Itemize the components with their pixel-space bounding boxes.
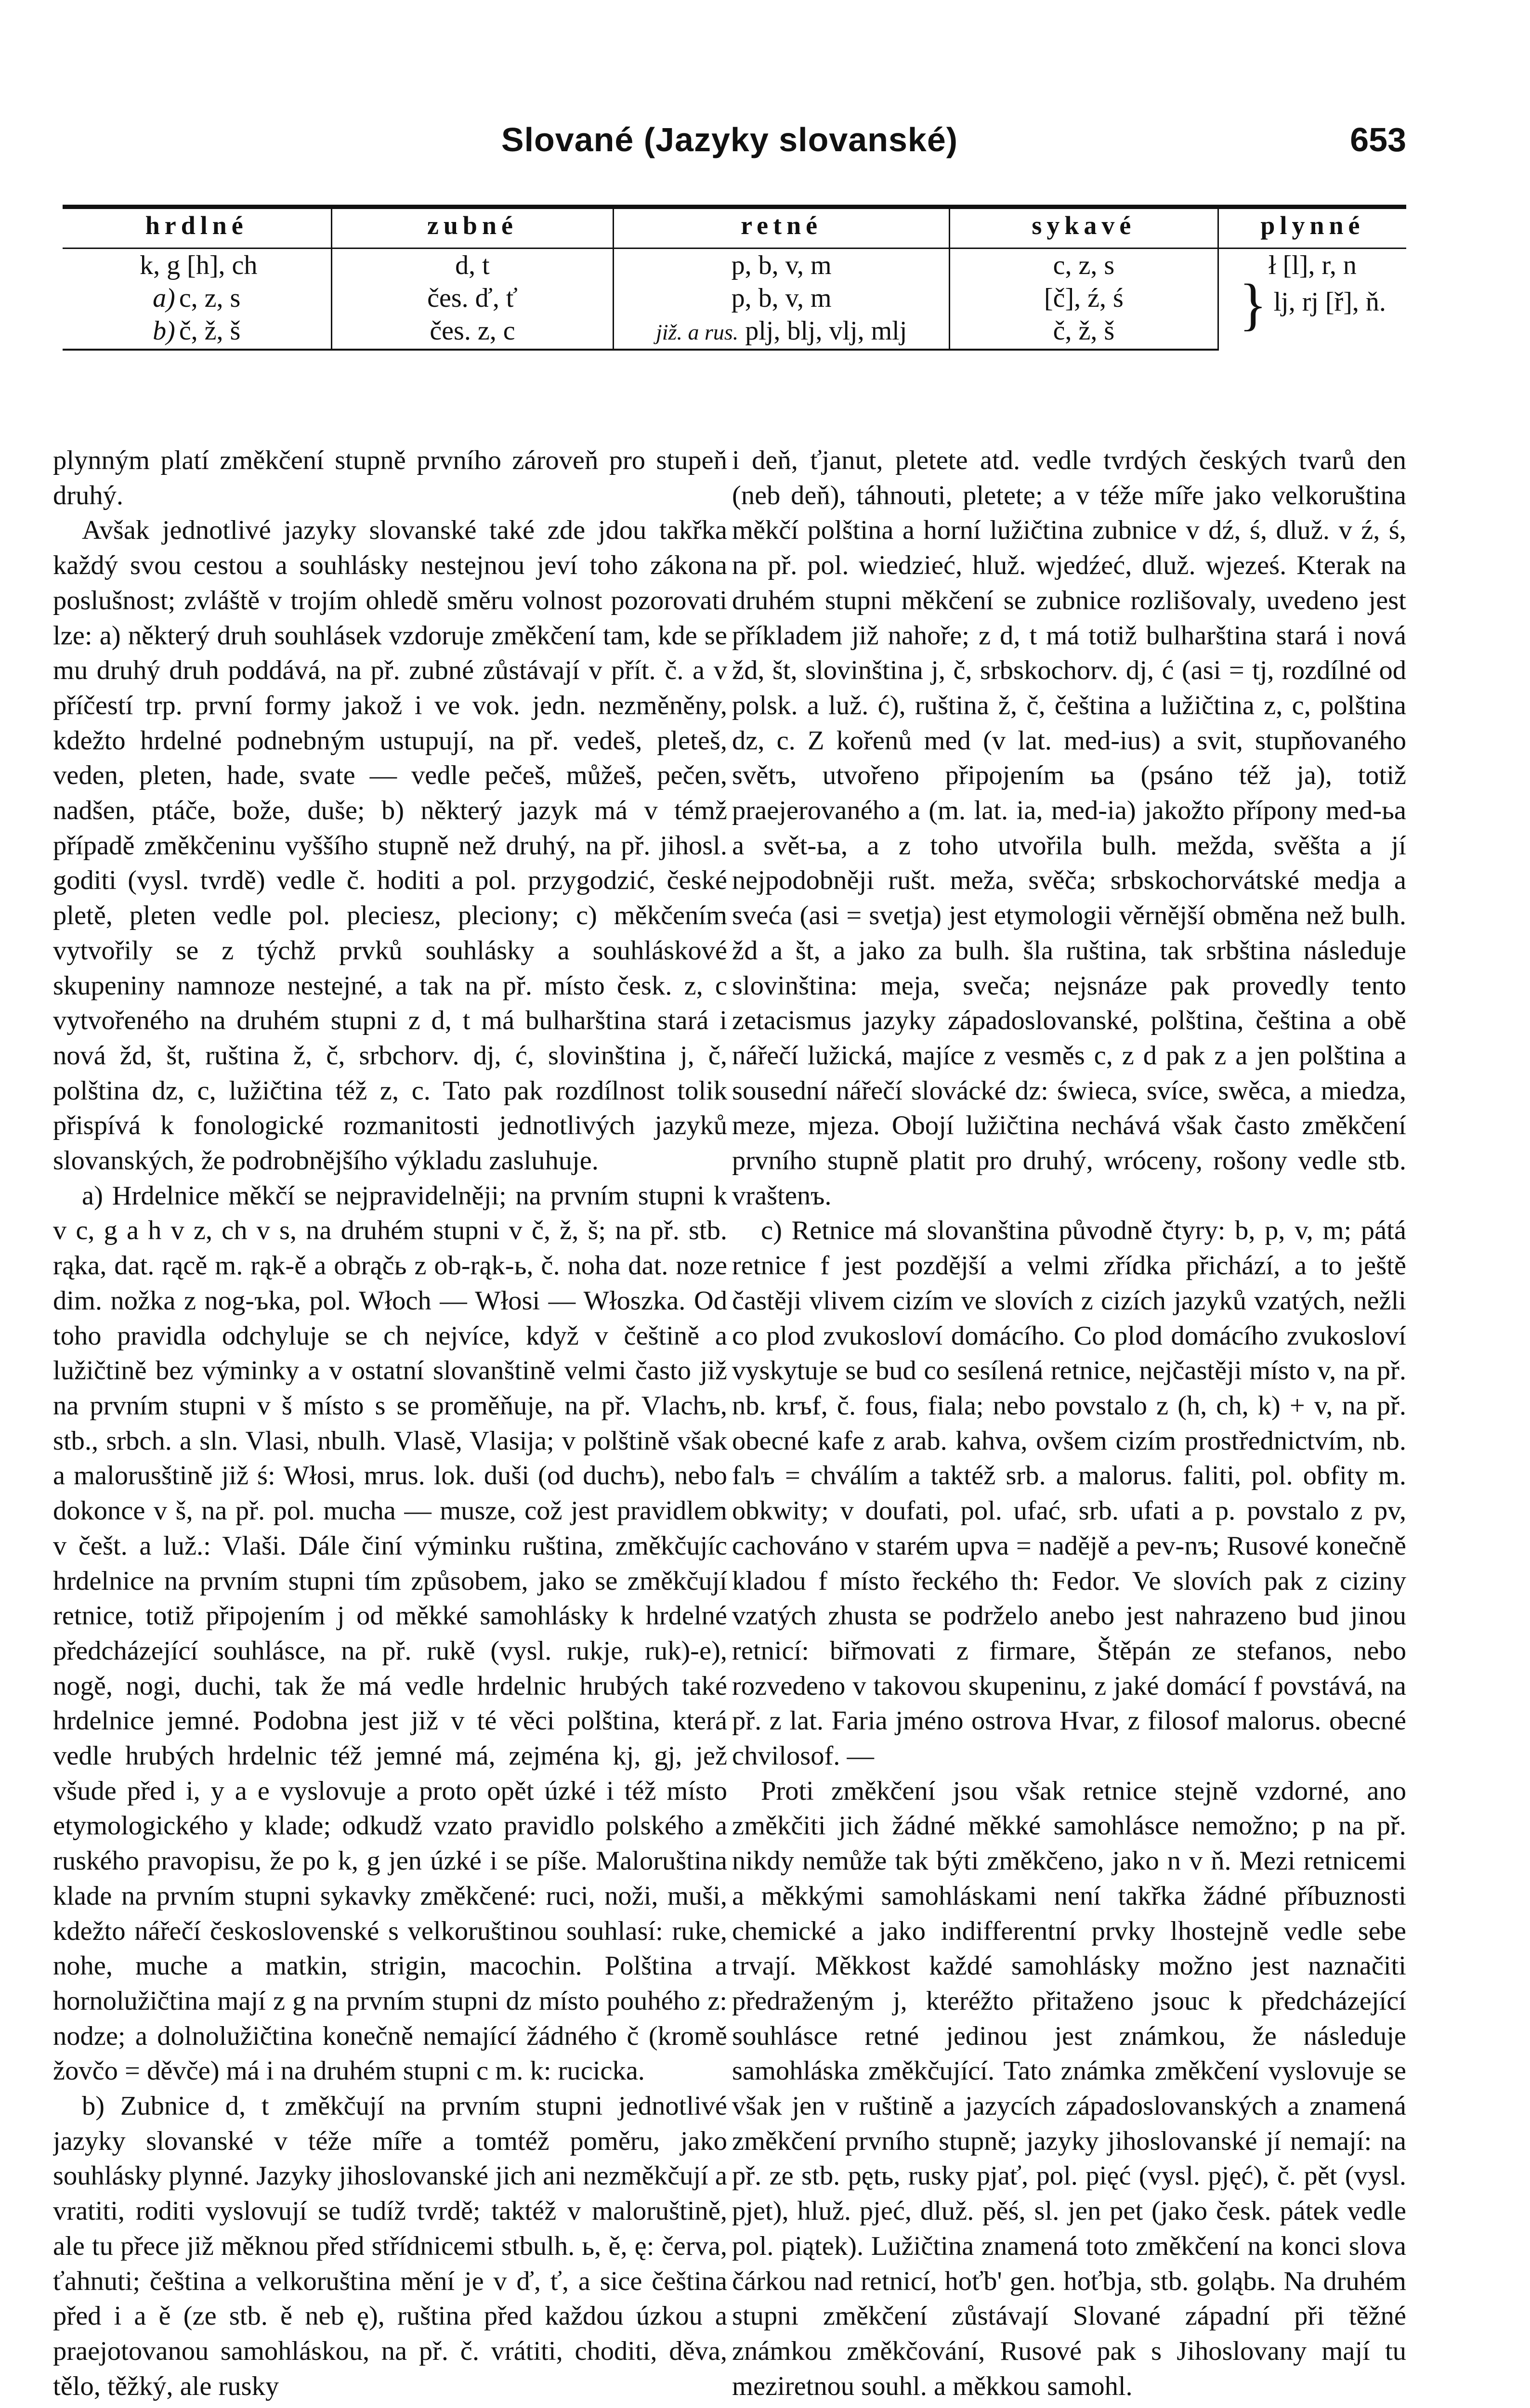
cell-text: plj, blj, vlj, mlj [745, 316, 907, 346]
table-cell: čes. ď, ť [331, 282, 614, 314]
page-title: Slované (Jazyky slovanské) [501, 121, 958, 158]
table-row [63, 249, 1406, 282]
table-cell: p, b, v, m [614, 249, 950, 282]
table-cell: čes. z, c [331, 314, 614, 350]
column-header: retné [614, 207, 950, 249]
table-cell: c, z, s [949, 249, 1218, 282]
paragraph: Avšak jednotlivé jazyky slovanské také zde jdou takřka každý svou cestou a souhlásky nestejnou jeví toho zákona poslušnost; zvláště v trojím ohledě směru volnost pozorovati lze: a) některý druh souhlásek vzdoruje změkčení tam, kde se mu druhý druh poddává, na př. zubné zůstávají v přít. č. a v příčestí trp. první formy jakož i ve vok. jedn. nezměněny, kdežto hrdelné podnebným ustupují, na př. vedeš, pleteš, veden, pleten, hade, svate — vedle pečeš, můžeš, pečen, nadšen, ptáče, bože, duše; b) některý jazyk má v témž případě změkčeninu vyššího stupně než druhý, na př. jihosl. goditi (vysl. tvrdě) vedle č. hoditi a pol. przygodzić, české pletě, pleten vedle pol. pleciesz, pleciony; c) měkčením vytvořily se z týchž prvků souhlásky a souhláskové skupeniny namnoze nestejné, a tak na př. místo česk. z, c vytvořeného na druhém stupni z d, t má bulharština stará i nová žd, št, ruština ž, č, srbchorv. dj, ć, slovinština j, č, polština dz, c, lužičtina též z, c. Tato pak rozdílnost tolik přispívá k fonologické rozmanitosti jednotlivých jazyků slovanských, že podrobnějšího výkladu zasluhuje. [53, 515, 727, 1176]
table-cell [63, 249, 331, 282]
table-cell [63, 314, 331, 350]
table-cell: č, ž, š [949, 314, 1218, 350]
table-cell: p, b, v, m [614, 282, 950, 314]
paragraph: i deň, ťjanut, pletete atd. vedle tvrdých českých tvarů den (neb deň), táhnouti, pletete; a v téže míře jako velkoruština měkčí polština a horní lužičtina zubnice v dź, ś, dluž. v ź, ś, na př. pol. wiedzieć, hluž. wjedźeć, dluž. wjeześ. Kterak na druhém stupni měkčení se zubnice rozlišovaly, uvedeno jest příkladem již nahoře; z d, t má totiž bulharština stará i nová žd, št, slovinština j, č, srbskochorv. dj, ć (asi = tj, rozdílné od polsk. a luž. ć), ruština ž, č, čeština a lužičtina z, c, polština dz, c. Z kořenů med (v lat. med-ius) a svit, stupňovaného světъ, utvořeno připojením ьa (psáno též ja), totiž praejerovaného a (m. lat. ia, med-ia) jakožto přípony med-ьa a svět-ьa, a z toho utvořila bulh. mežda, svěšta a jí nejpodobněji rušt. meža, svěča; srbskochorvátské medja a sveća (asi = svetja) jest etymologii věrnější obměna než bulh. žd a št, a jako za bulh. šla ruština, tak srbština následuje slovinština: meja, sveča; nejsnáze pak provedly tento zetacismus jazyky západoslovanské, polština, čeština a obě nářečí lužická, majíce z vesměs c, z d pak z a jen polština a sousední nářečí slovácké dz: świeca, svíce, swěca, a miedza, meze, mjeza. Obojí lužičtina nechává však často změkčení prvního stupně platit pro druhý, wróceny, rošony vedle stb. vraštenъ. [732, 445, 1406, 1211]
brace-glyph: } [1239, 272, 1267, 336]
column-header: sykavé [949, 207, 1218, 249]
page [53, 111, 1406, 2408]
table-cell [614, 314, 950, 350]
page-number: 653 [1350, 121, 1406, 158]
table-cell [63, 282, 331, 314]
column-header: hrdlné [63, 207, 331, 249]
paragraph: Proti změkčení jsou však retnice stejně vzdorné, ano změkčiti jich žádné měkké samohlásce nemožno; p na př. nikdy nemůže tak býti změkčeno, jako n v ň. Mezi retnicemi a měkkými samohláskami není takřka žádné příbuznosti chemické a jako indifferentní prvky lhostejně vedle sebe trvají. Měkkost každé samohlásky možno jest naznačiti předraženým j, kteréžto přitaženo jsouc k předcházející souhlásce retné jedinou jest známkou, že následuje samohláska změkčující. Tato známka změkčení vyslovuje se však jen v ruštině a jazycích západoslovanských a znamená změkčení prvního stupně; jazyky jihoslovanské jí nemají: na př. ze stb. pętь, rusky pjať, pol. pięć (vysl. pjęć), č. pět (vysl. pjet), hluž. pjeć, dluž. pěś, sl. jen pet (jako česk. pátek vedle pol. piątek). Lužičtina znamená toto změkčení na konci slova čárkou nad retnicí, hoťb' gen. hoťbja, stb. goląbь. Na druhém stupni změkčení zůstávají Slované západní při těžné známkou změkčování, Rusové pak s Jihoslovany mají tu meziretnou souhl. a měkkou samohl. [732, 1776, 1406, 2401]
paragraph: plynným platí změkčení stupně prvního zároveň pro stupeň druhý. [53, 445, 727, 510]
table-cell: d, t [331, 249, 614, 282]
sound-table [63, 205, 1406, 351]
table-row [63, 314, 1406, 350]
retne-note: již. a rus. [655, 320, 739, 344]
paragraph: a) Hrdelnice měkčí se nejpravidelněji; na prvním stupni k v c, g a h v z, ch v s, na druhém stupni v č, ž, š; na př. stb. rąka, dat. rącě m. rąk-ě a obrąčь z ob-rąk-ь, č. noha dat. noze dim. nožka z nog-ъka, pol. Włoch — Włosi — Włoszka. Od toho pravidla odchyluje se ch nejvíce, když v češtině a lužičtině bez výminky a v ostatní slovanštině velmi často již na prvním stupni v š místo s se proměňuje, na př. Vlachъ, stb., srbch. a sln. Vlasi, nbulh. Vlasě, Vlasija; v polštině však a malorusštině již ś: Włosi, mrus. lok. duši (od duchъ), nebo dokonce v š, na př. pol. mucha — musze, což jest pravidlem v češt. a luž.: Vlaši. Dále činí výminku ruština, změkčujíc hrdelnice na prvním stupni tím způsobem, jako se změkčují retnice, totiž připojením j od měkké samohlásky k hrdelné předcházející souhlásce, na př. rukě (vysl. rukje, ruk)-e), nogě, nogi, duchi, tak že má vedle hrdelnic hrubých také hrdelnice jemné. Podobna jest již v té věci polština, která vedle hrubých hrdelnic též jemné má, zejména kj, gj, jež všude před i, y a e vyslovuje a proto opět úzké i též místo etymologického y klade; odkudž vzato pravidlo polského a ruského pravopisu, že po k, g jen úzké i se píše. Maloruština klade na prvním stupni sykavky změkčené: ruci, noži, muši, kdežto nářečí československé s velkoruštinou souhlasí: ruke, nohe, muche a matkin, strigin, macochin. Polština a hornolužičtina mají z g na prvním stupni dz místo pouhého z: nodze; a dolnolužičtina konečně nemající žádného č (kromě žovčo = děvče) má i na druhém stupni c m. k: rucicka. [53, 1180, 727, 2086]
cell-text: k, g [h], ch [140, 250, 258, 280]
table-row [63, 282, 1406, 314]
plynne-softened: lj, rj [ř], ň. [1273, 287, 1386, 317]
row-label: b) [153, 316, 175, 346]
left-column [53, 443, 727, 2408]
row-label: a) [153, 283, 175, 313]
table-header-row [63, 207, 1406, 249]
right-column [732, 443, 1406, 2408]
cell-text: c, z, s [179, 283, 241, 313]
paragraph: b) Zubnice d, t změkčují na prvním stupni jednotlivé jazyky slovanské v téže míře a tomtéž poměru, jako souhlásky plynné. Jazyky jihoslovanské jich ani nezměkčují a vratiti, roditi vyslovují se tudíž tvrdě; taktéž v maloruštině, ale tu přece již měknou před střídnicemi stbulh. ь, ě, ę: červa, ťahnuti; čeština a velkoruština mění je v ď, ť, a sice čeština před i a ě (ze stb. ě neb ę), ruština před každou úzkou a praejotovanou samohláskou, na př. č. vrátiti, choditi, děva, tělo, těžký, ale rusky [53, 2091, 727, 2401]
cell-text: č, ž, š [179, 316, 241, 346]
table-cell [1218, 272, 1406, 350]
paragraph: c) Retnice má slovanština původně čtyry: b, p, v, m; pátá retnice f jest pozdější a velmi zřídka přichází, a to ještě častěji vlivem cizím ve slovích z cizích jazyků vzatých, nežli co plod zvukosloví domácího. Co plod domácího zvukosloví vyskytuje se bud co sesílená retnice, nejčastěji místo v, na př. nb. krъf, č. fous, fiala; nebo povstalo z (h, ch, k) + v, na př. obecné kafe z arab. kahva, ovšem cizím prostřednictvím, nb. falъ = chválím a taktéž srb. a malorus. faliti, pol. obfity m. obkwity; v doufati, pol. ufać, srb. ufati a p. povstalo z pv, cachováno v starém upva = nadějě a pev-nъ; Rusové konečně kladou f místo řeckého th: Fedor. Ve slovích pak z ciziny vzatých zhusta se podrželo anebo jest nahrazeno bud jinou retnicí: biřmovati z firmare, Štěpán ze stefanos, nebo rozvedeno v takovou skupeninu, z jaké domácí f povstává, na př. z lat. Faria jméno ostrova Hvar, z filosof malorus. obecné chvilosof. — [732, 1216, 1406, 1771]
table-cell: ł [l], r, n [1218, 249, 1406, 282]
column-header: plynné [1218, 207, 1406, 249]
running-head [53, 111, 1406, 169]
column-header: zubné [331, 207, 614, 249]
consonant-table [63, 205, 1406, 426]
table-cell: [č], ź, ś [949, 282, 1218, 314]
body-columns [53, 443, 1406, 2408]
